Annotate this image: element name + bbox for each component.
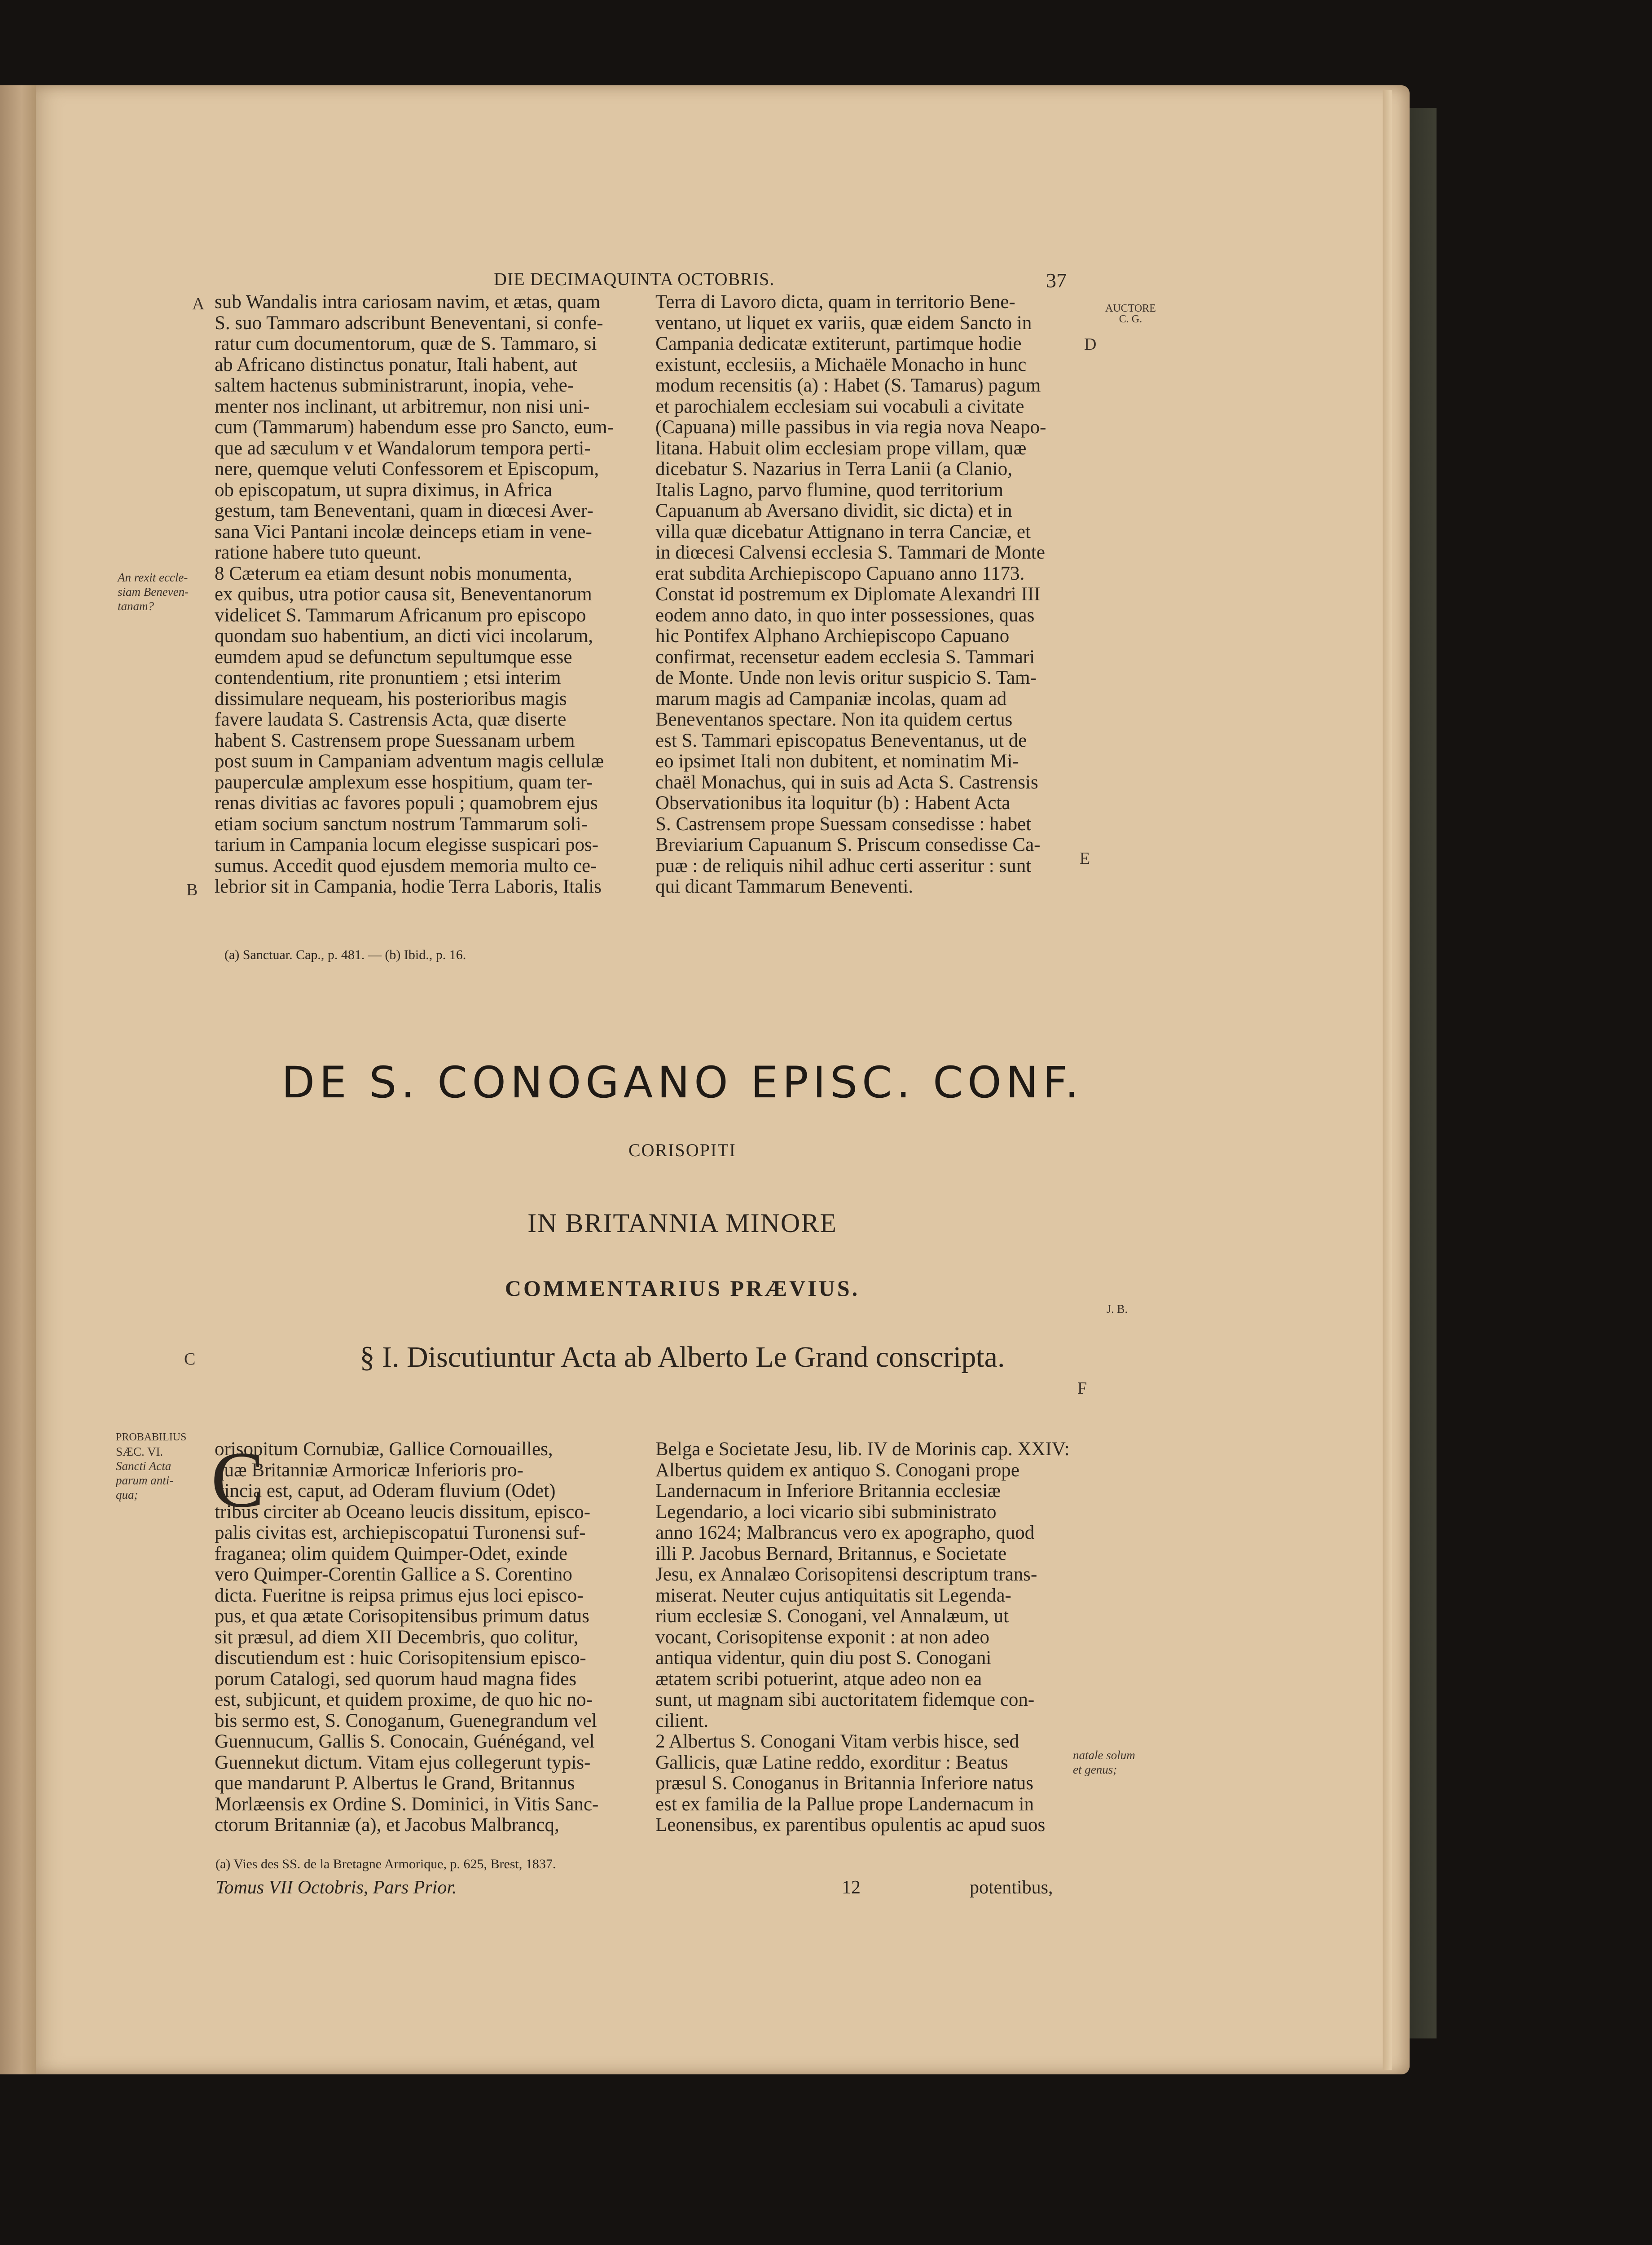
text-line: 2 Albertus S. Conogani Vitam verbis hisce, sed: [655, 1731, 1019, 1752]
text-line: ratione habere tuto queunt.: [215, 542, 422, 563]
text-line: Legendario, a loci vicario sibi subministrato: [655, 1501, 997, 1523]
margin-note-line: C. G.: [1119, 313, 1142, 325]
text-line: (Capuana) mille passibus in via regia nova Neapo-: [655, 417, 1046, 438]
text-line: villa quæ dicebatur Attignano in terra Canciæ, et: [655, 521, 1031, 542]
text-line: sub Wandalis intra cariosam navim, et ætas, quam: [215, 292, 601, 313]
text-line: Observationibus ita loquitur (b) : Habent Acta: [655, 793, 1011, 814]
text-line: hic Pontifex Alphano Archiepiscopo Capuano: [655, 626, 1010, 647]
text-line: ventano, ut liquet ex variis, quæ eidem Sancto in: [655, 313, 1032, 334]
text-line: ætatem scribi potuerint, atque adeo non ea: [655, 1668, 982, 1690]
text-line: vero Quimper-Corentin Gallice a S. Corentino: [215, 1564, 572, 1585]
drop-capital: C: [211, 1435, 264, 1524]
text-line: existunt, ecclesiis, a Michaële Monacho in hunc: [655, 354, 1027, 375]
text-line: fraganea; olim quidem Quimper-Odet, exinde: [215, 1543, 568, 1564]
bottom-right-column: [655, 1439, 1073, 1836]
text-line: est ex familia de la Pallue prope Landernacum in: [655, 1794, 1034, 1815]
top-left-column: [215, 292, 628, 898]
title-subtitle-britannia: IN BRITANNIA MINORE: [527, 1208, 837, 1238]
text-line: 8 Cæterum ea etiam desunt nobis monumenta,: [215, 563, 572, 584]
text-line: dicta. Fueritne is reipsa primus ejus loci episco-: [215, 1585, 584, 1606]
margin-note-line: tanam?: [118, 599, 154, 613]
text-line: sumus. Accedit quod ejusdem memoria multo ce-: [215, 855, 597, 876]
margin-note-line: Sancti Acta: [116, 1459, 171, 1473]
article-title: DE S. CONOGANO EPISC. CONF.: [281, 1057, 1083, 1108]
bottom-left-column: [215, 1439, 628, 1836]
text-line: Jesu, ex Annalæo Corisopitensi descriptum trans-: [655, 1564, 1037, 1585]
text-line: Terra di Lavoro dicta, quam in territorio Bene-: [655, 292, 1015, 313]
margin-note-line: SÆC. VI.: [116, 1445, 163, 1458]
text-line: ab Africano distinctus ponatur, Itali habent, aut: [215, 354, 577, 375]
text-line: erat subdita Archiepiscopo Capuano anno 1173.: [655, 563, 1025, 584]
text-line: palis civitas est, archiepiscopatui Turonensi suf-: [215, 1523, 586, 1543]
text-line: est, subjicunt, et quidem proxime, de quo hic no-: [215, 1690, 593, 1710]
footer-signature: 12: [842, 1877, 861, 1898]
text-line: S. Castrensem prope Suessam consedisse : habet: [655, 814, 1032, 835]
text-line: que ad sæculum v et Wandalorum tempora perti-: [215, 438, 591, 459]
text-line: ex quibus, utra potior causa sit, Beneventanorum: [215, 584, 592, 605]
text-line: Campania dedicatæ extiterunt, partimque hodie: [655, 334, 1022, 354]
text-line: videlicet S. Tammarum Africanum pro episcopo: [215, 605, 586, 626]
text-line: Italis Lagno, parvo flumine, quod territorium: [655, 480, 1004, 501]
margin-letter-a: A: [192, 295, 205, 313]
margin-letter-c: C: [184, 1350, 196, 1369]
footnote-top: (a) Sanctuar. Cap., p. 481. — (b) Ibid., p. 16.: [224, 947, 466, 962]
text-line: quæ Britanniæ Armoricæ Inferioris pro-: [215, 1460, 523, 1481]
text-line: Guennekut dictum. Vitam ejus collegerunt typis-: [215, 1752, 591, 1773]
text-line: que mandarunt P. Albertus le Grand, Britannus: [215, 1773, 575, 1794]
text-line: pauperculæ amplexum esse hospitium, quam ter-: [215, 772, 593, 793]
margin-note-line: et genus;: [1073, 1763, 1117, 1776]
text-line: habent S. Castrensem prope Suessanam urbem: [215, 730, 575, 751]
text-line: S. suo Tammaro adscribunt Beneventani, si confe-: [215, 313, 603, 334]
text-line: et parochialem ecclesiam sui vocabuli a civitate: [655, 396, 1024, 417]
text-line: sunt, ut magnam sibi auctoritatem fidemque con-: [655, 1690, 1035, 1710]
page-edge: [1383, 90, 1392, 2070]
text-line: illi P. Jacobus Bernard, Britannus, e Societate: [655, 1543, 1007, 1564]
text-line: Leonensibus, ex parentibus opulentis ac apud suos: [655, 1815, 1046, 1836]
text-line: dicebatur S. Nazarius in Terra Lanii (a Clanio,: [655, 459, 1012, 480]
text-line: rium ecclesiæ S. Conogani, vel Annalæum, ut: [655, 1606, 1009, 1627]
margin-note-line: parum anti-: [116, 1474, 174, 1487]
text-line: etiam socium sanctum nostrum Tammarum soli-: [215, 814, 588, 835]
running-head: DIE DECIMAQUINTA OCTOBRIS.: [494, 269, 775, 289]
text-line: ratur cum documentorum, quæ de S. Tammaro, si: [215, 334, 597, 354]
text-line: cum (Tammarum) habendum esse pro Sancto, eum-: [215, 417, 614, 438]
section-heading: § I. Discutiuntur Acta ab Alberto Le Grand conscripta.: [360, 1341, 1005, 1373]
text-line: Capuanum ab Aversano dividit, sic dicta) et in: [655, 501, 1012, 521]
previous-page-edge: [0, 85, 36, 2074]
footer-catchword: potentibus,: [970, 1877, 1053, 1898]
footnote-bottom: (a) Vies des SS. de la Bretagne Armorique, p. 625, Brest, 1837.: [215, 1857, 556, 1871]
text-line: eo ipsimet Itali non dubitent, et nominatim Mi-: [655, 751, 1019, 772]
text-line: bis sermo est, S. Conoganum, Guenegrandum vel: [215, 1710, 597, 1731]
text-line: Gallicis, quæ Latine reddo, exorditur : Beatus: [655, 1752, 1008, 1773]
margin-note-natale: [1073, 1748, 1135, 1777]
text-line: menter nos inclinant, ut arbitremur, non nisi uni-: [215, 396, 590, 417]
margin-note-line: An rexit eccle-: [118, 571, 188, 584]
footer-tomus: Tomus VII Octobris, Pars Prior.: [215, 1877, 457, 1898]
title-subtitle-corisopiti: CORISOPITI: [628, 1140, 737, 1160]
text-line: miserat. Neuter cujus antiquitatis sit Legenda-: [655, 1585, 1011, 1606]
text-line: Albertus quidem ex antiquo S. Conogani prope: [655, 1460, 1019, 1481]
margin-note-rexit: [118, 570, 189, 613]
text-line: post suum in Campaniam adventum magis cellulæ: [215, 751, 604, 772]
top-right-column: [655, 292, 1073, 898]
text-line: sana Vici Pantani incolæ deinceps etiam in vene-: [215, 521, 592, 542]
text-line: orisopitum Cornubiæ, Gallice Cornouailles,: [215, 1439, 553, 1460]
text-line: tribus circiter ab Oceano leucis dissitum, episco-: [215, 1501, 591, 1523]
text-line: cilient.: [655, 1710, 709, 1731]
margin-letter-e: E: [1080, 849, 1090, 868]
text-line: saltem hactenus subministrarunt, inopia, vehe-: [215, 375, 574, 396]
margin-letter-d: D: [1084, 335, 1097, 354]
text-line: Landernacum in Inferiore Britannia ecclesiæ: [655, 1481, 1001, 1501]
text-line: præsul S. Conoganus in Britannia Inferiore natus: [655, 1773, 1033, 1794]
text-line: nere, quemque veluti Confessorem et Episcopum,: [215, 459, 599, 480]
text-line: Breviarium Capuanum S. Priscum consedisse Ca-: [655, 835, 1041, 855]
text-line: quondam suo habentium, an dicti vici incolarum,: [215, 626, 593, 647]
text-line: contendentium, rite pronuntiem ; etsi interim: [215, 668, 561, 688]
page-number: 37: [1046, 269, 1067, 292]
margin-note-line: PROBABILIUS: [116, 1431, 187, 1443]
text-line: Guennucum, Gallis S. Conocain, Guénégand, vel: [215, 1731, 595, 1752]
text-line: discutiendum est : huic Corisopitensium episco-: [215, 1648, 586, 1668]
text-line: ob episcopatum, ut supra diximus, in Africa: [215, 480, 553, 501]
text-line: confirmat, recensetur eadem ecclesia S. Tammari: [655, 647, 1035, 668]
text-line: ctorum Britanniæ (a), et Jacobus Malbrancq,: [215, 1815, 559, 1836]
text-line: de Monte. Unde non levis oritur suspicio S. Tam-: [655, 668, 1037, 688]
margin-letter-b: B: [186, 880, 198, 899]
margin-note-line: siam Beneven-: [118, 585, 189, 599]
text-line: favere laudata S. Castrensis Acta, quæ diserte: [215, 709, 567, 730]
margin-note-auctore: [1105, 303, 1156, 325]
text-line: chaël Monachus, qui in suis ad Acta S. Castrensis: [655, 772, 1038, 793]
text-line: Morlæensis ex Ordine S. Dominici, in Vitis Sanc-: [215, 1794, 599, 1815]
text-line: vincia est, caput, ad Oderam fluvium (Odet): [215, 1481, 556, 1501]
margin-note-line: natale solum: [1073, 1748, 1135, 1762]
text-line: antiqua videntur, quin diu post S. Conogani: [655, 1648, 992, 1668]
title-commentarius: COMMENTARIUS PRÆVIUS.: [505, 1276, 860, 1301]
text-line: qui dicant Tammarum Beneventi.: [655, 876, 914, 897]
margin-note-line: AUCTORE: [1105, 303, 1156, 314]
text-line: eumdem apud se defunctum sepultumque esse: [215, 647, 572, 668]
text-line: puæ : de reliquis nihil adhuc certi asseritur : sunt: [655, 855, 1032, 876]
text-line: modum recensitis (a) : Habet (S. Tamarus) pagum: [655, 375, 1041, 396]
margin-note-line: qua;: [116, 1488, 138, 1501]
text-line: tarium in Campania locum elegisse suspicari pos-: [215, 835, 599, 855]
margin-note-probabilius: [116, 1430, 186, 1502]
text-line: in diœcesi Calvensi ecclesia S. Tammari de Monte: [655, 542, 1045, 563]
text-line: pus, et qua ætate Corisopitensibus primum datus: [215, 1606, 589, 1627]
text-line: gestum, tam Beneventani, quam in diœcesi Aver-: [215, 501, 593, 521]
text-line: anno 1624; Malbrancus vero ex apographo, quod: [655, 1523, 1035, 1543]
text-line: litana. Habuit olim ecclesiam prope villam, quæ: [655, 438, 1027, 459]
text-line: sit præsul, ad diem XII Decembris, quo colitur,: [215, 1627, 579, 1648]
text-line: marum magis ad Campaniæ incolas, quam ad: [655, 688, 1007, 709]
text-line: porum Catalogi, sed quorum haud magna fides: [215, 1668, 577, 1690]
text-line: lebrior sit in Campania, hodie Terra Laboris, Italis: [215, 876, 602, 897]
text-line: Beneventanos spectare. Non ita quidem certus: [655, 709, 1013, 730]
margin-note-jb: J. B.: [1107, 1303, 1128, 1316]
text-line: renas divitias ac favores populi ; quamobrem ejus: [215, 793, 598, 814]
text-line: est S. Tammari episcopatus Beneventanus, ut de: [655, 730, 1027, 751]
text-line: dissimulare nequeam, his posterioribus magis: [215, 688, 567, 709]
margin-letter-f: F: [1077, 1379, 1087, 1398]
text-line: Constat id postremum ex Diplomate Alexandri III: [655, 584, 1041, 605]
text-line: eodem anno dato, in quo inter possessiones, quas: [655, 605, 1035, 626]
text-line: vocant, Corisopitense exponit : at non adeo: [655, 1627, 989, 1648]
text-line: Belga e Societate Jesu, lib. IV de Morinis cap. XXIV:: [655, 1439, 1070, 1460]
